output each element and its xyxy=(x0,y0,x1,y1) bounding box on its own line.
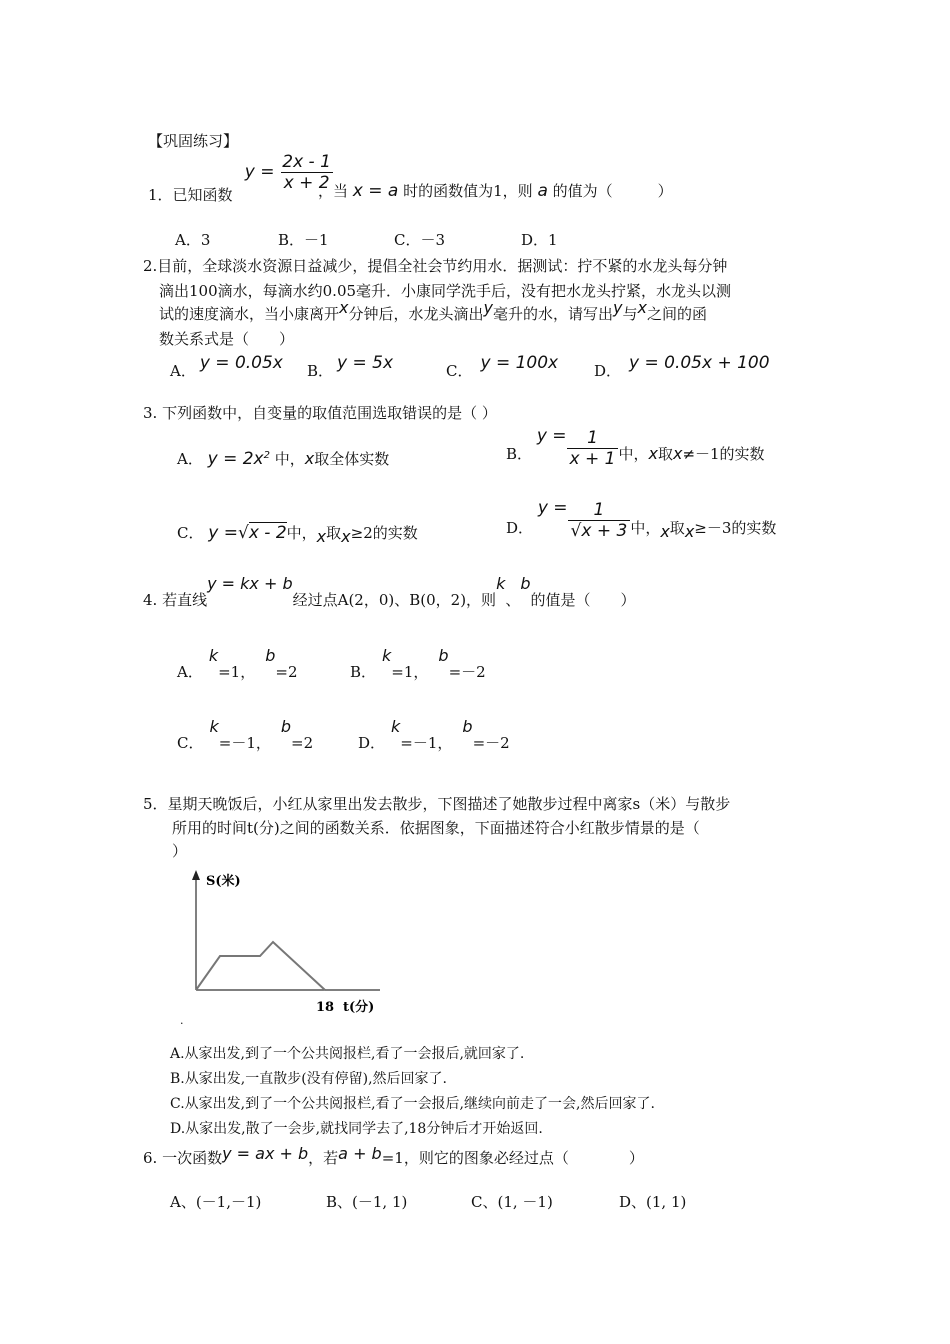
question-4 xyxy=(143,573,636,609)
q1-text-mid2: 时的函数值为1，则 xyxy=(403,182,533,200)
q1-num: 1． xyxy=(148,186,173,204)
q5-line3: ） xyxy=(172,842,188,860)
q3-option-a[interactable] xyxy=(177,448,389,469)
q3-d-label: D． xyxy=(506,518,534,537)
graph-x-label: t(分) xyxy=(343,1000,375,1015)
q4-c-b: b xyxy=(280,717,292,736)
q3-a-exp: 2 xyxy=(263,450,270,461)
graph-y-label: S(米) xyxy=(206,874,241,889)
q4-option-d[interactable] xyxy=(358,716,510,752)
q4-d-bval: =－2 xyxy=(472,734,510,752)
q2-var-x2: x xyxy=(637,298,647,317)
q6-cond: a + b xyxy=(338,1144,382,1163)
q2-line4: 数关系式是（ ） xyxy=(159,330,295,348)
q4-a-label: A． xyxy=(177,663,203,681)
q2-option-b-label: B． xyxy=(307,362,334,380)
q1-frac-num: 2x - 1 xyxy=(282,152,331,172)
q2-var-y: y xyxy=(483,298,493,317)
q1-eq-lhs: y = xyxy=(244,161,275,182)
q2-option-c[interactable] xyxy=(446,352,559,380)
q4-d-k: k xyxy=(391,717,401,736)
q3-d-fraction xyxy=(568,500,631,541)
q5-option-a[interactable]: A.从家出发,到了一个公共阅报栏,看了一会报后,就回家了. xyxy=(170,1046,525,1062)
graph-walk-line xyxy=(196,942,325,990)
q2-option-b[interactable] xyxy=(307,352,394,380)
q2-var-x: x xyxy=(339,298,349,317)
q3-d-text-a: 中， xyxy=(630,518,661,537)
q2-option-b-eq: y = 5x xyxy=(337,353,394,373)
q3-d-num: 1 xyxy=(593,500,605,520)
q3-b-text-c: ≠－1的实数 xyxy=(682,444,765,463)
q4-c-kval: =－1， xyxy=(218,734,271,752)
q6-text-pre: 6. 一次函数 xyxy=(143,1149,223,1167)
q2-line1: 2.目前，全球淡水资源日益减少，提倡全社会节约用水．据测试：拧不紧的水龙头每分钟 xyxy=(143,257,728,275)
section-title: 【巩固练习】 xyxy=(148,132,239,150)
q3-a-var: x xyxy=(304,449,315,468)
q2-line3-d: 与 xyxy=(622,305,638,323)
q2-line2: 滴出100滴水，每滴水约0.05毫升．小康同学洗手后，没有把水龙头拧紧，水龙头以测 xyxy=(159,282,732,300)
q4-k: k xyxy=(496,574,506,593)
q1-option-c[interactable]: C．－3 xyxy=(394,231,446,249)
q4-d-kval: =－1， xyxy=(400,734,453,752)
q4-a-kval: =1， xyxy=(218,663,256,681)
q5-option-b[interactable]: B.从家出发,一直散步(没有停留),然后回家了. xyxy=(170,1071,448,1087)
q5-line1: 5．星期天晚饭后，小红从家里出发去散步，下图描述了她散步过程中离家s（米）与散步 xyxy=(143,795,731,813)
q4-option-b[interactable] xyxy=(350,645,486,681)
q3-b-fraction xyxy=(567,428,619,469)
q3-b-label: B． xyxy=(506,444,533,463)
q3-d-eq-lhs: y = xyxy=(537,497,568,518)
q3-a-eq: y = 2x xyxy=(207,449,264,469)
q5-line2: 所用的时间t(分)之间的函数关系．依据图象，下面描述符合小红散步情景的是（ xyxy=(172,819,700,837)
q3-b-text-b: 取 xyxy=(657,444,673,463)
q1-text-line xyxy=(148,184,233,205)
q2-option-d-eq: y = 0.05x + 100 xyxy=(629,353,770,373)
q2-line3-e: 之间的函 xyxy=(646,305,707,323)
q1-option-a[interactable]: A．3 xyxy=(175,231,211,249)
q2-line3-a: 试的速度滴水，当小康离开 xyxy=(159,305,340,323)
q3-b-text-a: 中， xyxy=(618,444,649,463)
q2-option-a-label: A． xyxy=(170,362,196,380)
q1-text-post: 的值为（ ） xyxy=(552,182,673,200)
graph-x-tick-18: 18 xyxy=(316,1000,335,1015)
q3-c-var: x xyxy=(316,527,327,546)
q2-option-c-eq: y = 100x xyxy=(480,353,559,373)
q5-option-c[interactable]: C.从家出发,到了一个公共阅报栏,看了一会报后,继续向前走了一会,然后回家了. xyxy=(170,1096,655,1112)
q6-eq: y = ax + b xyxy=(222,1144,309,1163)
q3-a-text-a: 中， xyxy=(274,450,305,468)
q4-b-kval: =1， xyxy=(391,663,429,681)
q4-text-mid: 经过点A(2，0)、B(0，2)，则 xyxy=(292,591,497,609)
q4-c-label: C． xyxy=(177,734,204,752)
q3-d-rad: x + 3 xyxy=(581,521,628,541)
q3-b-var: x xyxy=(648,443,658,463)
q2-option-a[interactable] xyxy=(170,352,283,380)
question-6 xyxy=(143,1143,644,1167)
q4-b-b: b xyxy=(438,646,449,665)
q3-d-var2: x xyxy=(684,521,695,541)
q4-b-label: B． xyxy=(350,663,377,681)
q3-d-var: x xyxy=(660,521,670,541)
q6-option-a[interactable]: A、(－1,－1) xyxy=(170,1193,262,1211)
q4-sep: 、 xyxy=(505,591,521,609)
q4-b: b xyxy=(520,574,531,593)
q3-option-d[interactable] xyxy=(506,497,777,541)
q4-d-label: D． xyxy=(358,734,386,752)
q4-text-pre: 4. 若直线 xyxy=(143,591,208,609)
q4-c-bval: =2 xyxy=(291,734,314,752)
q3-a-label: A． xyxy=(177,450,203,468)
q3-d-text-b: 取 xyxy=(669,518,685,537)
q2-option-d[interactable] xyxy=(594,352,770,380)
q2-option-d-label: D． xyxy=(594,362,622,380)
q3-d-text-c: ≥－3的实数 xyxy=(694,518,777,537)
q4-text-post: 的值是（ ） xyxy=(530,591,636,609)
q2-var-y2: y xyxy=(612,298,623,317)
q1-text-rest xyxy=(318,180,673,201)
q1-cond: x = a xyxy=(352,181,399,201)
q6-option-d[interactable]: D、(1, 1) xyxy=(619,1193,687,1211)
q4-a-bval: =2 xyxy=(275,663,298,681)
q3-c-text-a: 中， xyxy=(286,524,317,542)
q2-line3-c: 毫升的水，请写出 xyxy=(492,305,613,323)
q3-b-eq-lhs: y = xyxy=(536,425,567,446)
q5-option-d[interactable]: D.从家出发,散了一会步,就找同学去了,18分钟后才开始返回. xyxy=(170,1121,543,1137)
graph-y-arrow xyxy=(192,870,200,880)
q3-b-den: x + 1 xyxy=(567,448,619,469)
q3-stem: 3. 下列函数中，自变量的取值范围选取错误的是（ ） xyxy=(143,404,497,422)
q3-c-var2: x xyxy=(341,527,351,546)
q3-a-text-b: 取全体实数 xyxy=(314,450,390,468)
q2-option-a-eq: y = 0.05x xyxy=(199,353,283,373)
q1-var-a: a xyxy=(537,181,548,201)
q4-d-b: b xyxy=(462,717,473,736)
distance-time-graph xyxy=(180,868,400,1018)
q4-eq: y = kx + b xyxy=(207,574,293,593)
q1-text-pre: 已知函数 xyxy=(172,186,233,204)
q1-option-b[interactable]: B．－1 xyxy=(278,231,329,249)
q4-b-k: k xyxy=(382,646,392,665)
q3-option-c[interactable] xyxy=(177,522,418,546)
q3-b-num: 1 xyxy=(587,428,598,448)
q4-c-k: k xyxy=(209,717,219,736)
q4-b-bval: =－2 xyxy=(448,663,486,681)
q2-option-c-label: C． xyxy=(446,362,473,380)
q4-a-b: b xyxy=(265,646,276,665)
q5-dot: . xyxy=(180,1014,184,1027)
q4-a-k: k xyxy=(208,646,219,665)
q6-option-c[interactable]: C、(1, －1) xyxy=(471,1193,553,1211)
q3-c-label: C． xyxy=(177,524,204,542)
q1-option-d[interactable]: D．1 xyxy=(521,231,558,249)
q3-c-rad: x - 2 xyxy=(248,523,287,543)
q3-d-den xyxy=(568,520,631,541)
q3-c-eq-lhs: y = xyxy=(208,523,238,543)
q3-option-b[interactable] xyxy=(506,425,765,469)
q3-b-var2: x xyxy=(672,443,683,463)
q6-text-post: =1，则它的图象必经过点（ ） xyxy=(381,1149,644,1167)
q4-option-a[interactable] xyxy=(177,645,298,681)
sqrt-icon: √ xyxy=(237,523,249,543)
q2-line3-b: 分钟后，水龙头滴出 xyxy=(348,305,484,323)
q1-frac-den: x + 2 xyxy=(281,172,333,193)
q6-option-b[interactable]: B、(－1, 1) xyxy=(326,1193,408,1211)
sqrt-icon: √ xyxy=(570,521,582,541)
q6-text-mid: ，若 xyxy=(308,1149,339,1167)
q3-c-text-c: ≥2的实数 xyxy=(350,524,418,542)
q3-c-text-b: 取 xyxy=(326,524,342,542)
q1-text-mid1: ，当 xyxy=(318,182,349,200)
q2-line3 xyxy=(159,298,707,324)
q4-option-c[interactable] xyxy=(177,716,314,752)
